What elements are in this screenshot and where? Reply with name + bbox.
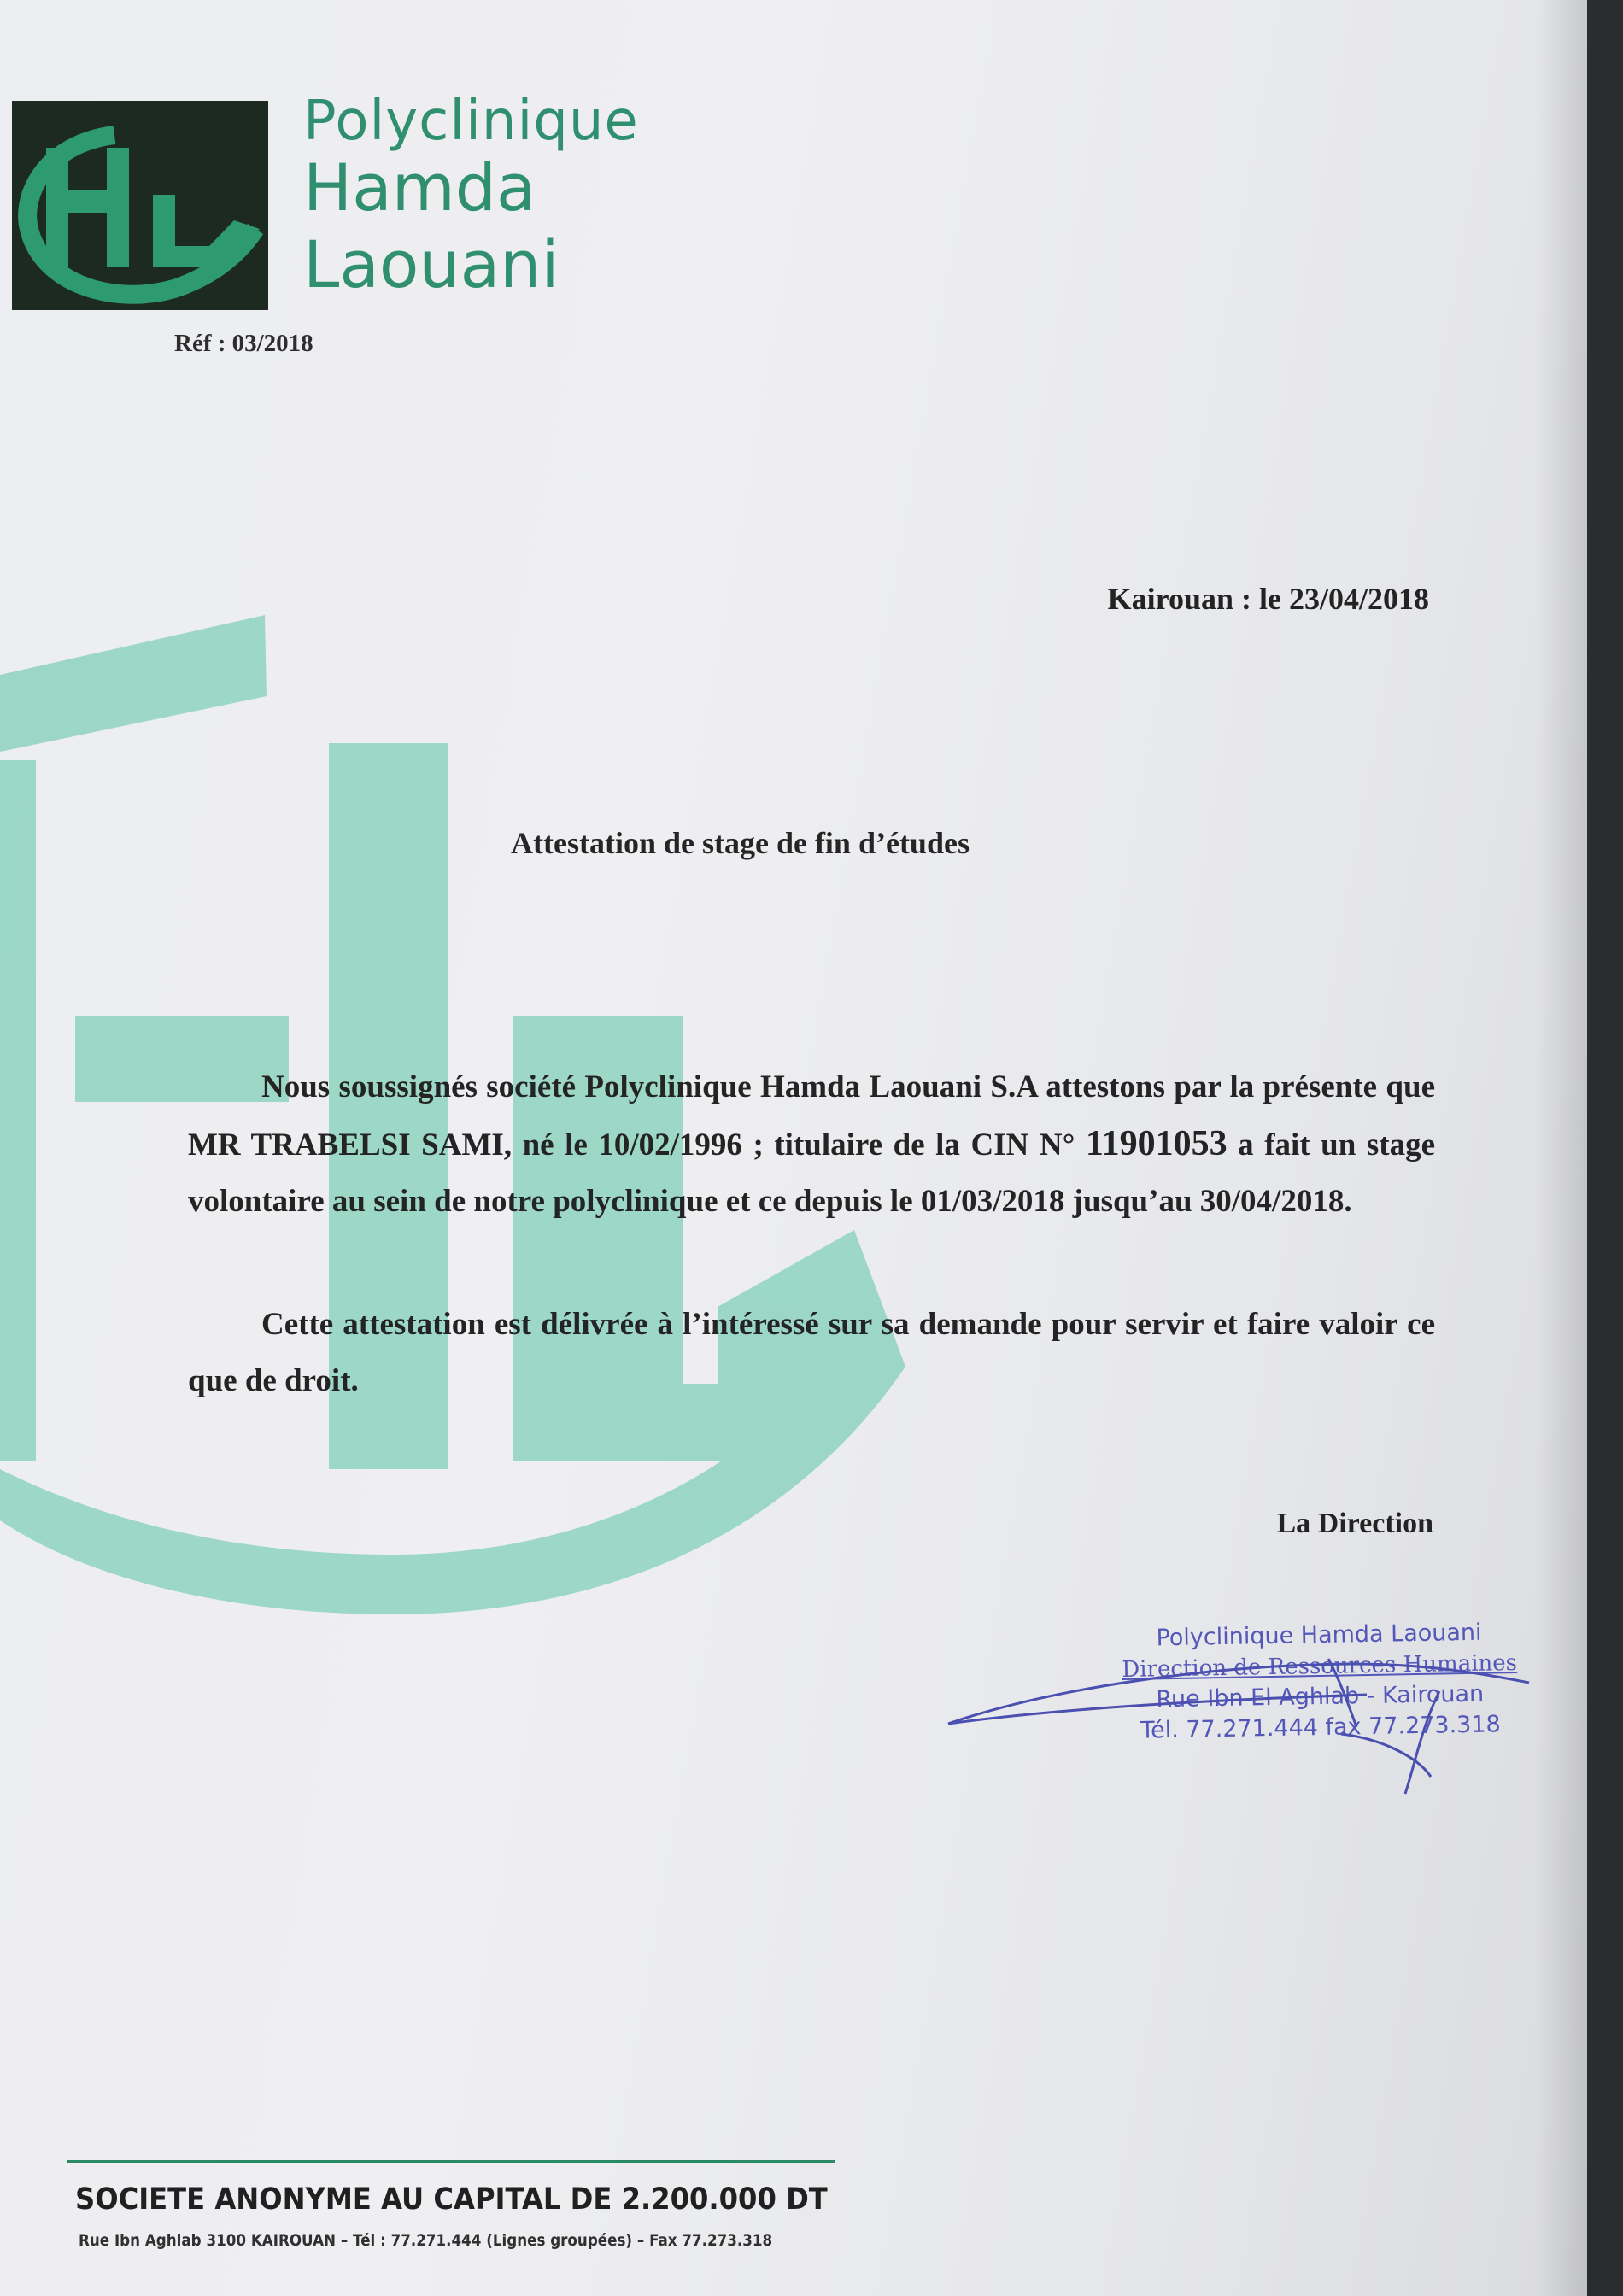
footer-company-capital: SOCIETE ANONYME AU CAPITAL DE 2.200.000 DT: [75, 2182, 828, 2217]
brand-name: [303, 90, 639, 302]
signature-label: La Direction: [1276, 1508, 1433, 1539]
cin-number: 11901053: [1085, 1124, 1228, 1163]
footer-divider: [67, 2160, 835, 2163]
handwritten-signature: [940, 1657, 1555, 1828]
page-edge-shadow: [1536, 0, 1587, 2296]
brand-line-3: Laouani: [303, 226, 560, 302]
paragraph-1-part-a: Nous soussignés société Polyclinique Hamda Laouani S.A attestons par la présente que MR TRABELSI SAMI, né le 10/02/1996 ; titulaire de la CIN N°: [188, 1069, 1435, 1163]
body-paragraph-1: [188, 1059, 1435, 1230]
company-logo: [12, 101, 268, 310]
date-line: Kairouan : le 23/04/2018: [1107, 582, 1429, 616]
stamp-line-4: Tél. 77.271.444 fax 77.273.318: [1140, 1711, 1501, 1744]
stamp-line-3: Rue Ibn El Aghlab - Kairouan: [1156, 1680, 1485, 1713]
body-paragraph-2: Cette attestation est délivrée à l’intéressé sur sa demande pour servir et faire valoir ce que de droit.: [188, 1307, 1435, 1398]
reference-number: Réf : 03/2018: [174, 330, 313, 357]
brand-line-1: Polyclinique: [303, 90, 639, 153]
footer-contact: Rue Ibn Aghlab 3100 KAIROUAN – Tél : 77.271.444 (Lignes groupées) – Fax 77.273.318: [79, 2231, 773, 2250]
paragraph-1-part-b: a fait un stage volontaire au sein de notre polyclinique et ce depuis le 01/03/2018 jusqu’au 30/04/2018.: [188, 1128, 1435, 1219]
stamp-line-1: Polyclinique Hamda Laouani: [1156, 1619, 1482, 1652]
logo-mark-icon: [12, 101, 268, 310]
brand-line-2: Hamda: [303, 149, 536, 226]
stamp-line-2: Direction de Ressources Humaines: [1122, 1649, 1518, 1684]
document-title: Attestation de stage de fin d’études: [511, 826, 970, 860]
